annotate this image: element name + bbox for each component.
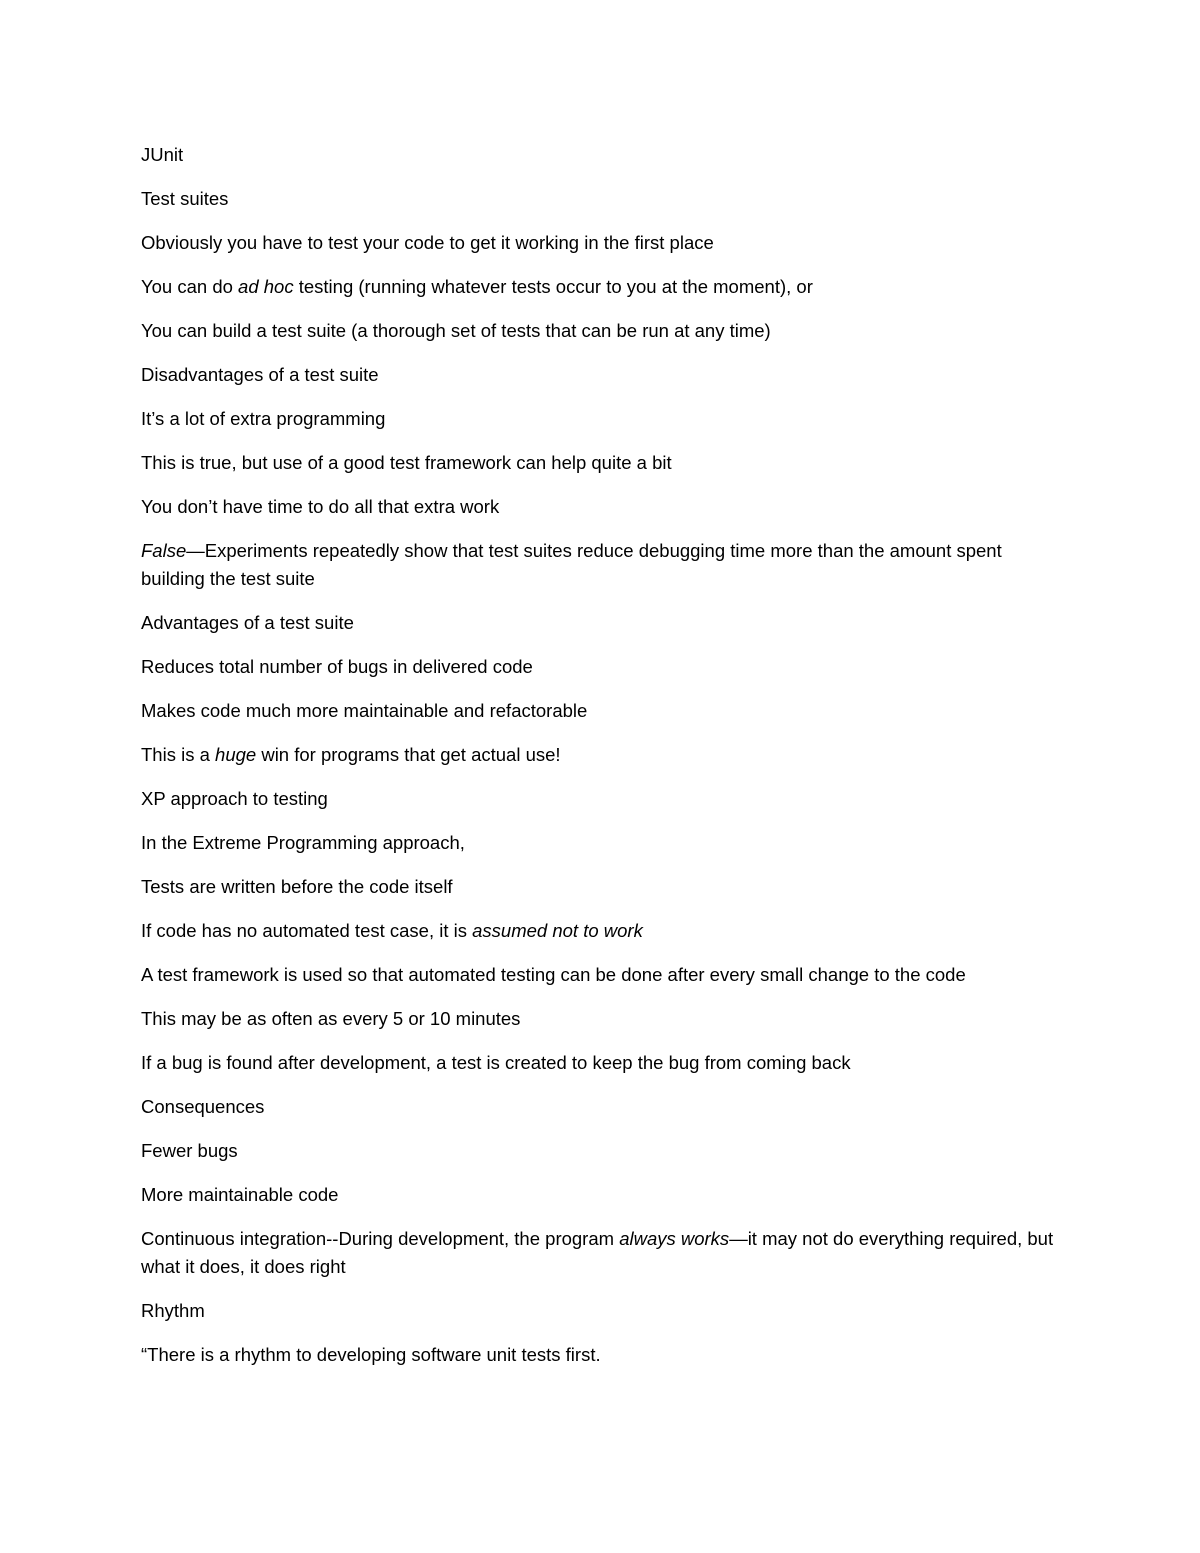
paragraph — [141, 1049, 1061, 1077]
paragraph — [141, 873, 1061, 901]
italic-text: ad hoc — [238, 276, 294, 297]
text-run: Disadvantages of a test suite — [141, 364, 379, 385]
paragraph — [141, 273, 1061, 301]
paragraph — [141, 141, 1061, 169]
text-run: testing (running whatever tests occur to you at the moment), or — [293, 276, 813, 297]
paragraph — [141, 785, 1061, 813]
text-run: It’s a lot of extra programming — [141, 408, 386, 429]
document-body — [141, 141, 1061, 1385]
paragraph — [141, 917, 1061, 945]
text-run: Obviously you have to test your code to get it working in the first place — [141, 232, 714, 253]
text-run: Test suites — [141, 188, 229, 209]
paragraph — [141, 1297, 1061, 1325]
paragraph — [141, 697, 1061, 725]
paragraph — [141, 1225, 1061, 1281]
text-run: Rhythm — [141, 1300, 205, 1321]
text-run: If code has no automated test case, it is — [141, 920, 473, 941]
text-run: Reduces total number of bugs in delivered code — [141, 656, 533, 677]
text-run: You can do — [141, 276, 239, 297]
paragraph — [141, 961, 1061, 989]
paragraph — [141, 493, 1061, 521]
paragraph — [141, 653, 1061, 681]
paragraph — [141, 741, 1061, 769]
text-run: —it may not do everything required, but what it does, it does right — [141, 1228, 1054, 1277]
text-run: This is a — [141, 744, 216, 765]
text-run: You don’t have time to do all that extra work — [141, 496, 500, 517]
text-run: Tests are written before the code itself — [141, 876, 453, 897]
text-run: —Experiments repeatedly show that test suites reduce debugging time more than the amount spent building the test suite — [141, 540, 1002, 589]
italic-text: always works — [619, 1228, 730, 1249]
paragraph — [141, 1005, 1061, 1033]
paragraph — [141, 1093, 1061, 1121]
paragraph — [141, 361, 1061, 389]
text-run: More maintainable code — [141, 1184, 339, 1205]
text-run: “There is a rhythm to developing software unit tests first. — [141, 1344, 601, 1365]
text-run: Advantages of a test suite — [141, 612, 354, 633]
paragraph — [141, 1341, 1061, 1369]
text-run: XP approach to testing — [141, 788, 328, 809]
italic-text: False — [141, 540, 187, 561]
text-run: In the Extreme Programming approach, — [141, 832, 465, 853]
italic-text: assumed not to work — [472, 920, 643, 941]
text-run: This may be as often as every 5 or 10 minutes — [141, 1008, 521, 1029]
text-run: Makes code much more maintainable and refactorable — [141, 700, 588, 721]
text-run: Continuous integration--During development, the program — [141, 1228, 620, 1249]
text-run: win for programs that get actual use! — [256, 744, 561, 765]
paragraph — [141, 1181, 1061, 1209]
italic-text: huge — [215, 744, 257, 765]
text-run: Fewer bugs — [141, 1140, 238, 1161]
paragraph — [141, 609, 1061, 637]
text-run: A test framework is used so that automated testing can be done after every small change to the code — [141, 964, 966, 985]
paragraph — [141, 829, 1061, 857]
paragraph — [141, 229, 1061, 257]
text-run: JUnit — [141, 144, 184, 165]
paragraph — [141, 185, 1061, 213]
text-run: This is true, but use of a good test framework can help quite a bit — [141, 452, 672, 473]
paragraph — [141, 449, 1061, 477]
text-run: If a bug is found after development, a test is created to keep the bug from coming back — [141, 1052, 851, 1073]
paragraph — [141, 405, 1061, 433]
text-run: You can build a test suite (a thorough set of tests that can be run at any time) — [141, 320, 771, 341]
paragraph — [141, 1137, 1061, 1165]
paragraph — [141, 317, 1061, 345]
paragraph — [141, 537, 1061, 593]
text-run: Consequences — [141, 1096, 265, 1117]
